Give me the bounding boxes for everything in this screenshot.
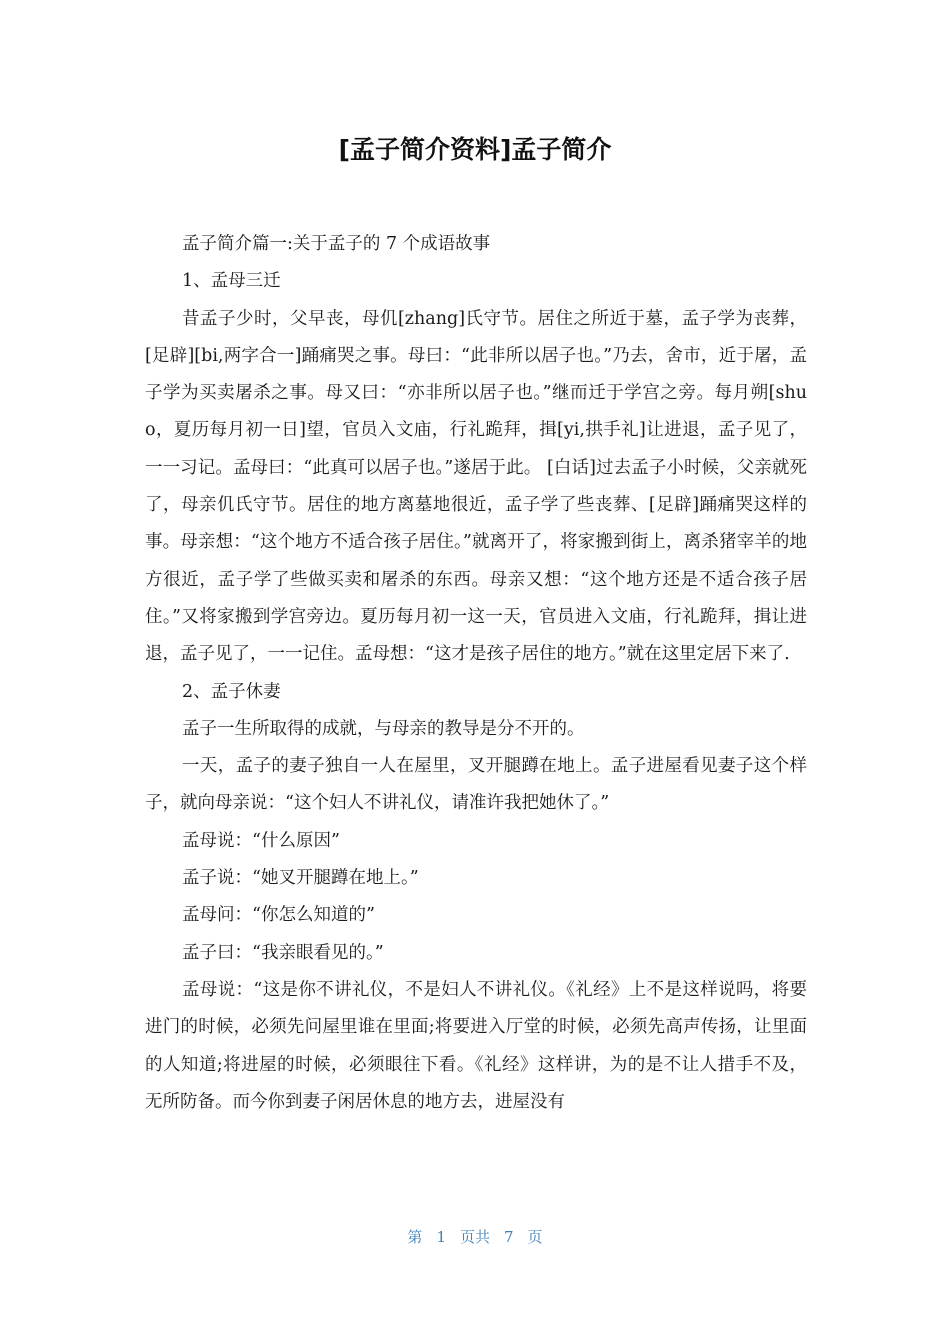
document-title: [孟子简介资料]孟子简介 [338, 135, 612, 164]
dialogue-line: 孟子说：“她叉开腿蹲在地上。” [182, 868, 419, 889]
dialogue-line: 孟母说：“什么原因” [182, 830, 340, 851]
document-body [145, 226, 807, 1121]
footer-prefix: 第 [407, 1228, 423, 1246]
page-footer [0, 1226, 950, 1248]
paragraph: 一天，孟子的妻子独自一人在屋里，叉开腿蹲在地上。孟子进屋看见妻子这个样子，就向母亲说：“这个妇人不讲礼仪，请准许我把她休了。” [145, 756, 807, 814]
footer-suffix: 页 [527, 1228, 543, 1246]
paragraph-story-2-title: 2、孟子休妻 [182, 681, 281, 702]
page-number: 1 [436, 1228, 446, 1246]
dialogue-line: 孟子曰：“我亲眼看见的。” [182, 942, 384, 963]
footer-mid: 页共 [459, 1228, 490, 1246]
paragraph-section-heading: 孟子简介篇一:关于孟子的 7 个成语故事 [182, 234, 491, 254]
paragraph-story-1-body: 昔孟子少时，父早丧，母仉[zhang]氏守节。居住之所近于墓，孟子学为丧葬，[足辟][bi,两字合一]踊痛哭之事。母曰：“此非所以居子也。”乃去，舍市，近于屠，孟子学为买卖屠杀之事。母又曰：“亦非所以居子也。”继而迁于学宫之旁。每月朔[shuo，夏历每月初一日]望，官员入文庙，行礼跪拜，揖[yi,拱手礼]让进退，孟子见了，一一习记。孟母曰：“此真可以居子也。”遂居于此。 [白话]过去孟子小时候，父亲就死了，母亲仉氏守节。居住的地方离墓地很近，孟子学了些丧葬、[足辟]踊痛哭这样的事。母亲想：“这个地方不适合孩子居住。”就离开了，将家搬到街上，离杀猪宰羊的地方很近，孟子学了些做买卖和屠杀的东西。母亲又想：“这个地方还是不适合孩子居住。”又将家搬到学宫旁边。夏历每月初一这一天，官员进入文庙，行礼跪拜，揖让进退，孟子见了，一一记住。孟母想：“这才是孩子居住的地方。”就在这里定居下来了. [145, 308, 807, 665]
total-pages: 7 [504, 1228, 514, 1246]
dialogue-line: 孟母问：“你怎么知道的” [182, 905, 375, 926]
paragraph: 孟母说：“这是你不讲礼仪，不是妇人不讲礼仪。《礼经》上不是这样说吗，将要进门的时候，必须先问屋里谁在里面;将要进入厅堂的时候，必须先高声传扬，让里面的人知道;将进屋的时候，必须眼往下看。《礼经》这样讲，为的是不让人措手不及，无所防备。而今你到妻子闲居休息的地方去，进屋没有 [145, 979, 807, 1112]
paragraph-story-1-title: 1、孟母三迁 [182, 271, 281, 292]
paragraph: 孟子一生所取得的成就，与母亲的教导是分不开的。 [182, 718, 585, 739]
